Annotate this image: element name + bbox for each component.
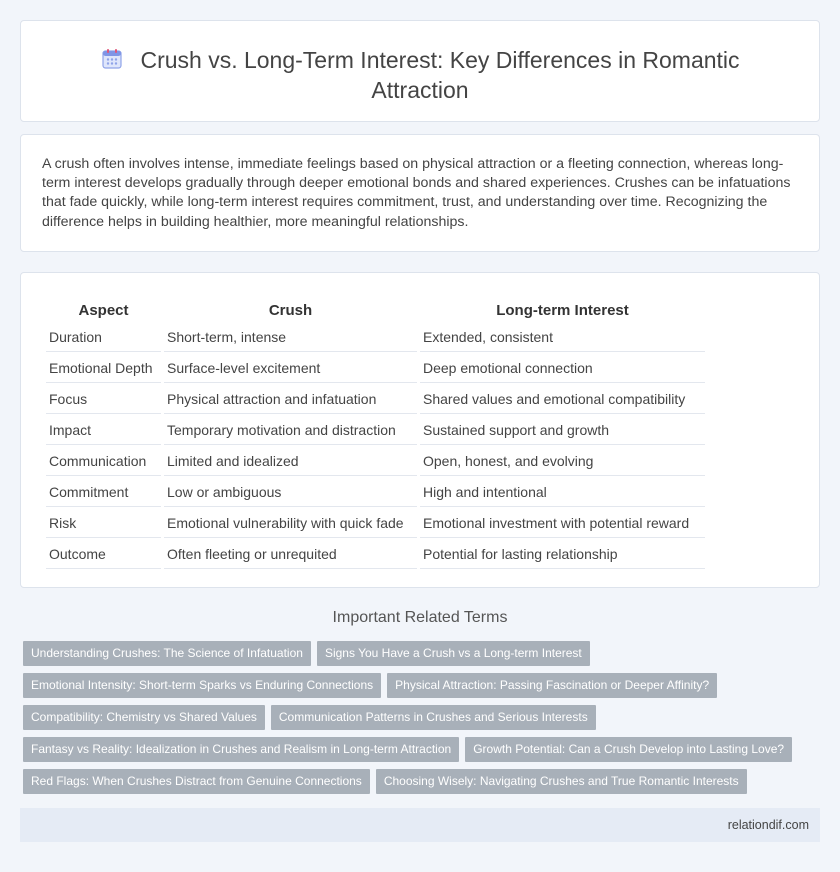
table-row: [46, 385, 705, 414]
tag-row: [23, 641, 803, 673]
table-row: [46, 416, 705, 445]
table-cell: Often fleeting or unrequited: [164, 540, 417, 569]
footer: [20, 808, 820, 842]
related-term-tag[interactable]: Emotional Intensity: Short-term Sparks vs Enduring Connections: [23, 673, 381, 698]
table-cell: Communication: [46, 447, 161, 476]
table-cell: Extended, consistent: [420, 323, 705, 352]
header-card: [20, 20, 820, 122]
tag-row: [23, 737, 803, 769]
calendar-icon: [100, 47, 124, 71]
related-term-tag[interactable]: Choosing Wisely: Navigating Crushes and True Romantic Interests: [376, 769, 747, 794]
table-cell: Short-term, intense: [164, 323, 417, 352]
table-cell: Surface-level excitement: [164, 354, 417, 383]
tag-row: [23, 673, 803, 705]
table-row: [46, 354, 705, 383]
tag-row: [23, 705, 803, 737]
related-term-tag[interactable]: Physical Attraction: Passing Fascination or Deeper Affinity?: [387, 673, 717, 698]
related-term-tag[interactable]: Communication Patterns in Crushes and Serious Interests: [271, 705, 596, 730]
related-term-tag[interactable]: Signs You Have a Crush vs a Long-term Interest: [317, 641, 590, 666]
table-cell: Deep emotional connection: [420, 354, 705, 383]
table-cell: Open, honest, and evolving: [420, 447, 705, 476]
tag-row: [23, 769, 803, 801]
table-cell: Focus: [46, 385, 161, 414]
table-row: [46, 323, 705, 352]
table-cell: Emotional investment with potential reward: [420, 509, 705, 538]
related-term-tag[interactable]: Fantasy vs Reality: Idealization in Crushes and Realism in Long-term Attraction: [23, 737, 459, 762]
table-header-row: [46, 299, 705, 321]
table-row: [46, 478, 705, 507]
column-header-long-term: Long-term Interest: [496, 301, 629, 319]
table-cell: Risk: [46, 509, 161, 538]
related-term-tag[interactable]: Understanding Crushes: The Science of Infatuation: [23, 641, 311, 666]
table-cell: Outcome: [46, 540, 161, 569]
footer-site-link[interactable]: relationdif.com: [727, 818, 809, 832]
table-row: [46, 447, 705, 476]
table-cell: Sustained support and growth: [420, 416, 705, 445]
intro-card: [20, 134, 820, 252]
table-cell: Duration: [46, 323, 161, 352]
related-terms-heading: Important Related Terms: [332, 609, 508, 626]
table-cell: Commitment: [46, 478, 161, 507]
page-title: Crush vs. Long-Term Interest: Key Differences in Romantic Attraction: [140, 47, 740, 103]
table-cell: Emotional vulnerability with quick fade: [164, 509, 417, 538]
table-cell: Shared values and emotional compatibility: [420, 385, 705, 414]
column-header-crush: Crush: [268, 301, 313, 319]
table-cell: Limited and idealized: [164, 447, 417, 476]
table-cell: Temporary motivation and distraction: [164, 416, 417, 445]
intro-paragraph: A crush often involves intense, immediate feelings based on physical attraction or a fleeting connection, whereas long-term interest develops gradually through deeper emotional bonds and shared experiences. Crushes can be infatuations that fade quickly, while long-term interest requires commitment, trust, and understanding over time. Recognizing the difference helps in building healthier, more meaningful relationships.: [42, 156, 791, 230]
table-cell: High and intentional: [420, 478, 705, 507]
table-cell: Impact: [46, 416, 161, 445]
column-header-aspect: Aspect: [78, 301, 129, 319]
related-term-tag[interactable]: Growth Potential: Can a Crush Develop into Lasting Love?: [465, 737, 792, 762]
comparison-card: [20, 272, 820, 588]
related-term-tag[interactable]: Red Flags: When Crushes Distract from Genuine Connections: [23, 769, 370, 794]
page-title-row: [21, 45, 819, 105]
table-cell: Low or ambiguous: [164, 478, 417, 507]
comparison-table: [43, 297, 708, 571]
table-row: [46, 540, 705, 569]
table-cell: Potential for lasting relationship: [420, 540, 705, 569]
related-term-tag[interactable]: Compatibility: Chemistry vs Shared Values: [23, 705, 265, 730]
table-cell: Physical attraction and infatuation: [164, 385, 417, 414]
table-cell: Emotional Depth: [46, 354, 161, 383]
related-terms-list: [23, 641, 803, 801]
table-row: [46, 509, 705, 538]
